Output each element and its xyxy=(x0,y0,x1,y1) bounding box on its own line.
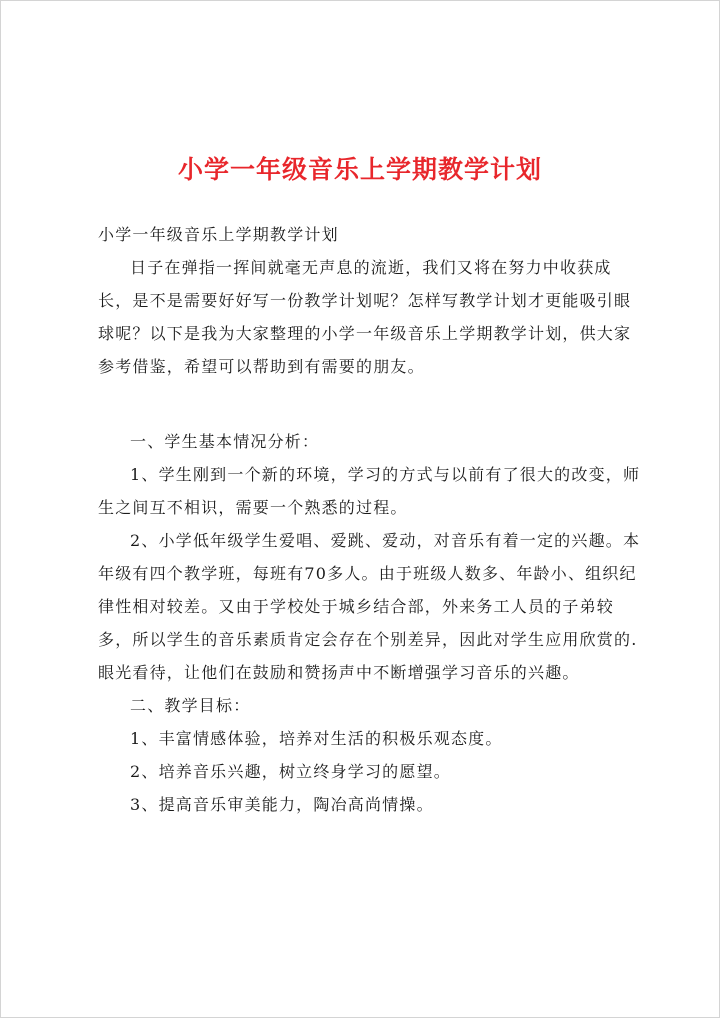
list-item: 3、提高音乐审美能力，陶冶高尚情操。 xyxy=(130,795,434,814)
paragraph-gap xyxy=(98,383,644,425)
section-heading-student-analysis: 一、学生基本情况分析： xyxy=(130,432,320,451)
document-subtitle: 小学一年级音乐上学期教学计划 xyxy=(98,225,339,244)
document-body xyxy=(98,218,644,821)
intro-paragraph: 日子在弹指一挥间就毫无声息的流逝，我们又将在努力中收获成长，是不是需要好好写一份教学计划呢？怎样写教学计划才更能吸引眼球呢？以下是我为大家整理的小学一年级音乐上学期教学计划，供大家参考借鉴，希望可以帮助到有需要的朋友。 xyxy=(98,258,632,376)
list-item: 2、培养音乐兴趣，树立终身学习的愿望。 xyxy=(130,762,451,781)
list-item: 1、丰富情感体验，培养对生活的积极乐观态度。 xyxy=(130,729,503,748)
document-title: 小学一年级音乐上学期教学计划 xyxy=(177,155,542,184)
list-item: 2、小学低年级学生爱唱、爱跳、爱动，对音乐有着一定的兴趣。本年级有四个教学班，每班有70多人。由于班级人数多、年龄小、组织纪律性相对较差。又由于学校处于城乡结合部，外来务工人员的子弟较多，所以学生的音乐素质肯定会存在个别差异，因此对学生应用欣赏的.眼光看待，让他们在鼓励和赞扬声中不断增强学习音乐的兴趣。 xyxy=(98,531,641,682)
list-item: 1、学生刚到一个新的环境，学习的方式与以前有了很大的改变，师生之间互不相识，需要一个熟悉的过程。 xyxy=(98,465,641,517)
section-heading-teaching-goals: 二、教学目标： xyxy=(130,696,251,715)
